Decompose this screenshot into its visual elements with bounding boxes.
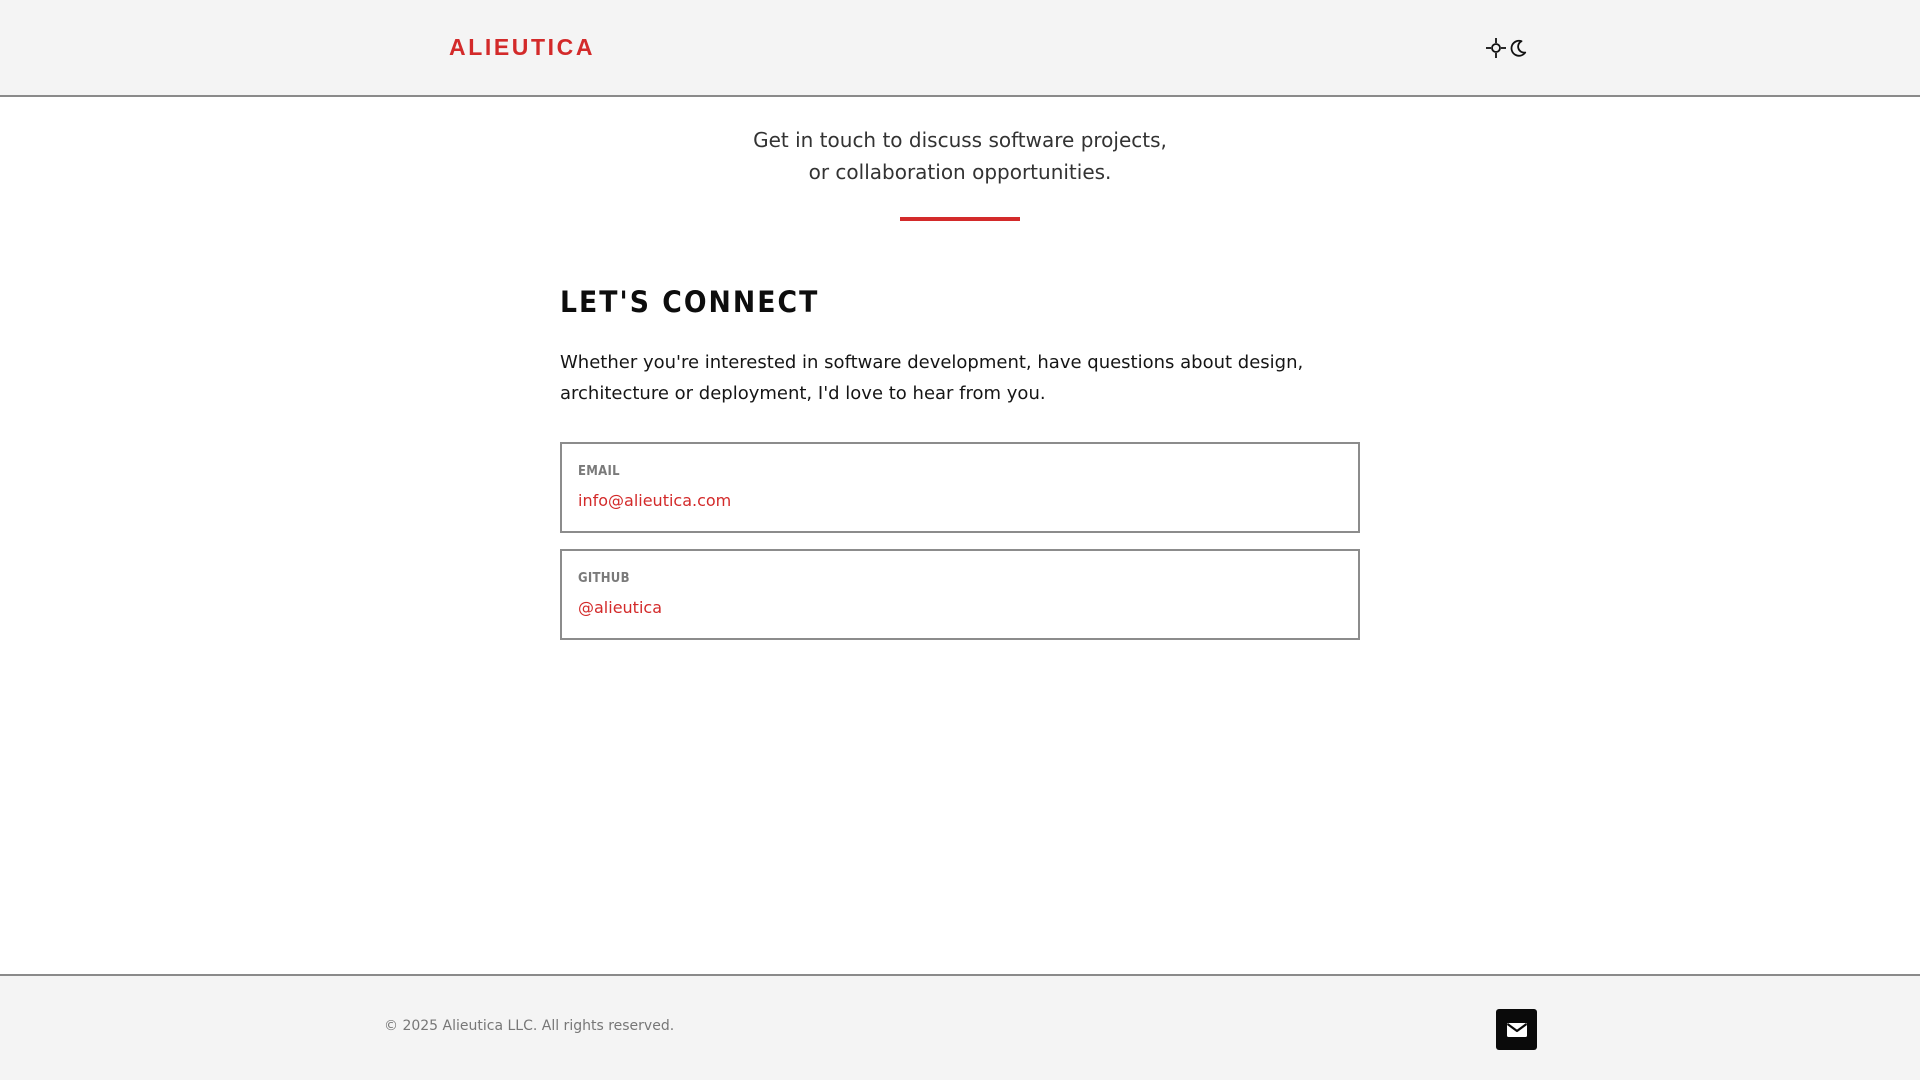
mail-button[interactable] <box>1496 1009 1537 1050</box>
site-header <box>0 0 1920 97</box>
site-footer <box>0 974 1920 1080</box>
email-card <box>560 442 1360 533</box>
intro-section <box>0 124 1920 188</box>
email-link[interactable]: info@alieutica.com <box>578 491 732 510</box>
sun-icon <box>1486 38 1506 58</box>
theme-toggle-button[interactable] <box>1486 36 1528 60</box>
moon-icon <box>1508 38 1528 58</box>
site-logo[interactable]: ALIEUTICA <box>449 34 596 60</box>
github-label: GITHUB <box>578 571 630 586</box>
copyright-text: © 2025 Alieutica LLC. All rights reserved. <box>384 1018 675 1034</box>
mail-icon <box>1506 1022 1528 1038</box>
connect-description: Whether you're interested in software development, have questions about design, architecture or deployment, I'd love to hear from you. <box>560 352 1304 404</box>
email-label: EMAIL <box>578 464 620 479</box>
page-title: LET'S CONNECT <box>560 285 820 319</box>
github-link[interactable]: @alieutica <box>578 598 662 617</box>
github-card <box>560 549 1360 640</box>
intro-line-1: Get in touch to discuss software projects, <box>753 128 1167 152</box>
intro-line-2: or collaboration opportunities. <box>808 160 1112 184</box>
accent-divider <box>900 217 1020 221</box>
